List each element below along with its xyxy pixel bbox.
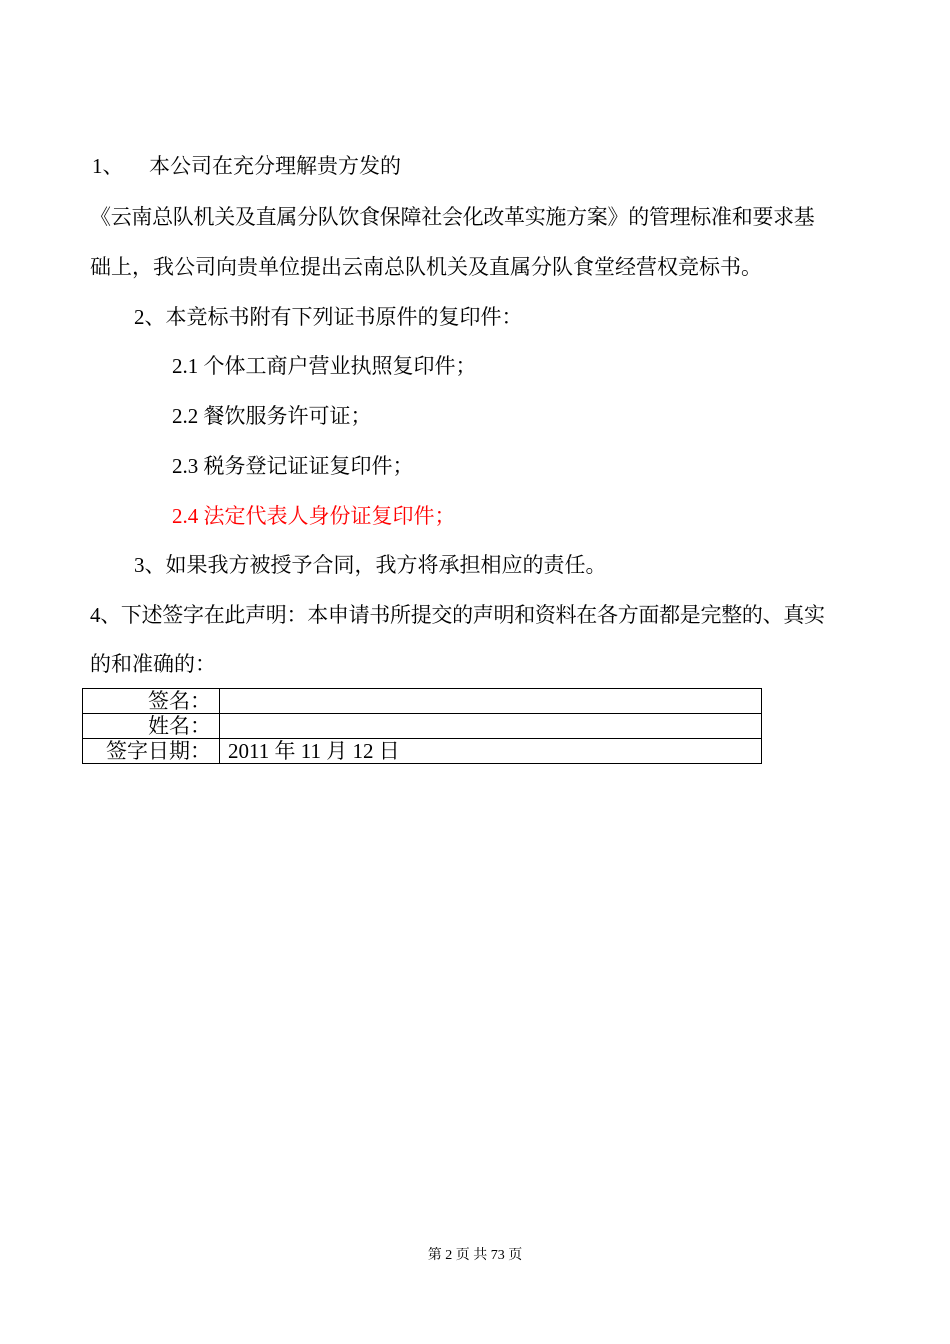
name-value bbox=[220, 714, 762, 739]
item1-number: 1、 bbox=[92, 154, 124, 178]
signature-label: 签名： bbox=[83, 689, 220, 714]
item4-line1: 4、下述签字在此声明：本申请书所提交的声明和资料在各方面都是完整的、真实 bbox=[90, 603, 825, 627]
sub-item-catering-permit: 2.2 餐饮服务许可证； bbox=[172, 404, 372, 428]
table-row bbox=[83, 714, 762, 739]
signature-table bbox=[82, 688, 762, 764]
item4-line2: 的和准确的： bbox=[90, 652, 216, 676]
sub-item-tax-registration: 2.3 税务登记证证复印件； bbox=[172, 454, 414, 478]
signature-value bbox=[220, 689, 762, 714]
name-label: 姓名： bbox=[83, 714, 220, 739]
table-row bbox=[83, 739, 762, 764]
sub-item-business-license: 2.1 个体工商户营业执照复印件； bbox=[172, 354, 477, 378]
item1-continuation-line2: 础上，我公司向贵单位提出云南总队机关及直属分队食堂经营权竞标书。 bbox=[90, 255, 762, 279]
item1-text: 本公司在充分理解贵方发的 bbox=[149, 154, 401, 178]
item2-text: 2、本竞标书附有下列证书原件的复印件： bbox=[134, 305, 523, 329]
item3-text: 3、如果我方被授予合同，我方将承担相应的责任。 bbox=[134, 553, 607, 577]
sign-date-label: 签字日期： bbox=[83, 739, 220, 764]
page-number-footer: 第 2 页 共 73 页 bbox=[427, 1248, 523, 1263]
table-row bbox=[83, 689, 762, 714]
sub-item-legal-rep-id: 2.4 法定代表人身份证复印件； bbox=[172, 504, 456, 528]
item1-continuation-line1: 《云南总队机关及直属分队饮食保障社会化改革实施方案》的管理标准和要求基 bbox=[90, 205, 815, 229]
sign-date-value: 2011 年 11 月 12 日 bbox=[220, 739, 762, 764]
